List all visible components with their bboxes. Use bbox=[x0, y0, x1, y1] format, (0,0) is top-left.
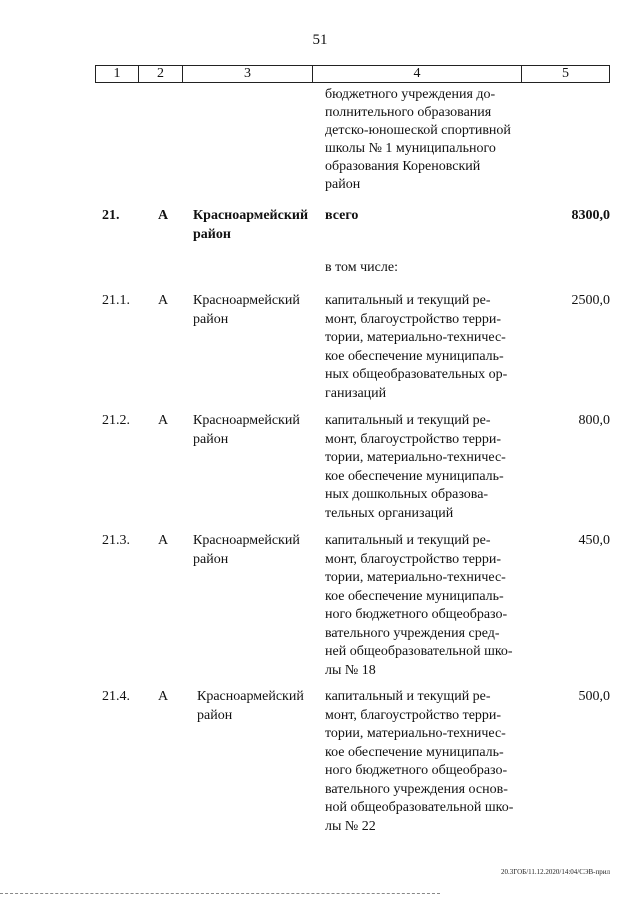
district-line: район bbox=[193, 551, 229, 567]
district-line: Красноармейский bbox=[193, 533, 300, 548]
continuation-line: детско-юношеской спортивной bbox=[325, 123, 511, 138]
row-number: 21.3. bbox=[102, 533, 130, 548]
table-header bbox=[95, 65, 610, 83]
district-line: Красноармейский bbox=[193, 413, 300, 428]
row-amount: 8300,0 bbox=[571, 208, 610, 223]
row-description bbox=[325, 292, 525, 403]
row-category: А bbox=[158, 208, 169, 223]
header-col-5: 5 bbox=[562, 66, 569, 81]
description-line: кое обеспечение муниципаль- bbox=[325, 744, 504, 760]
description-line: ных дошкольных образова- bbox=[325, 487, 489, 502]
description-line: монт, благоустройство терри- bbox=[325, 551, 502, 567]
continuation-line: школы № 1 муниципального bbox=[325, 141, 496, 156]
row-number: 21.2. bbox=[102, 413, 130, 428]
district-line: район bbox=[193, 311, 229, 327]
page-number: 51 bbox=[312, 32, 328, 48]
description-line: тории, материально-техничес- bbox=[325, 570, 506, 585]
continuation-line: образования Кореновский bbox=[325, 159, 481, 174]
row-amount: 2500,0 bbox=[571, 293, 610, 308]
row-category: А bbox=[158, 533, 169, 548]
row-amount: 500,0 bbox=[578, 689, 610, 704]
description-line: вательного учреждения основ- bbox=[325, 781, 508, 797]
row-description bbox=[325, 412, 525, 523]
row-amount: 450,0 bbox=[578, 533, 610, 548]
continuation-line: район bbox=[325, 177, 361, 192]
district-line: район bbox=[197, 707, 233, 723]
continuation-line: бюджетного учреждения до- bbox=[325, 87, 496, 102]
header-col-2: 2 bbox=[139, 66, 183, 82]
row-category: А bbox=[158, 689, 169, 704]
description-line: в том числе: bbox=[325, 260, 398, 275]
district-line: Красноармейский bbox=[197, 689, 304, 704]
header-col-1: 1 bbox=[96, 66, 139, 82]
document-code: 20.3ГОБ/11.12.2020/14:04/СЭВ-прил bbox=[501, 868, 610, 876]
row-category: А bbox=[158, 293, 169, 308]
row-description bbox=[325, 688, 525, 836]
continuation-text bbox=[325, 86, 525, 194]
description-line: ганизаций bbox=[325, 385, 387, 401]
row-category: А bbox=[158, 413, 169, 428]
description-line: монт, благоустройство терри- bbox=[325, 311, 502, 327]
row-amount: 800,0 bbox=[578, 413, 610, 428]
row-description bbox=[325, 207, 525, 226]
description-line: монт, благоустройство терри- bbox=[325, 431, 502, 447]
description-line: ного бюджетного общеобразо- bbox=[325, 763, 508, 778]
continuation-line: полнительного образования bbox=[325, 105, 492, 120]
row-description bbox=[325, 259, 525, 278]
description-line: кое обеспечение муниципаль- bbox=[325, 468, 504, 484]
header-col-4: 4 bbox=[313, 66, 522, 82]
description-line: тории, материально-техничес- bbox=[325, 726, 506, 741]
row-district bbox=[193, 412, 313, 449]
description-line: ных общеобразовательных ор- bbox=[325, 367, 508, 382]
row-number: 21.1. bbox=[102, 293, 130, 308]
row-number: 21. bbox=[102, 208, 120, 223]
description-line: кое обеспечение муниципаль- bbox=[325, 348, 504, 364]
scan-artifact-line bbox=[0, 893, 440, 894]
description-line: ной общеобразовательной шко- bbox=[325, 800, 514, 815]
header-col-3: 3 bbox=[183, 66, 313, 82]
description-line: капитальный и текущий ре- bbox=[325, 293, 491, 308]
description-line: тории, материально-техничес- bbox=[325, 330, 506, 345]
description-line: вательного учреждения сред- bbox=[325, 625, 500, 641]
district-line: район bbox=[193, 431, 229, 447]
description-line: тории, материально-техничес- bbox=[325, 450, 506, 465]
description-line: кое обеспечение муниципаль- bbox=[325, 588, 504, 604]
description-line: лы № 18 bbox=[325, 662, 376, 678]
row-district bbox=[197, 688, 317, 725]
district-line: район bbox=[193, 226, 231, 242]
description-line: капитальный и текущий ре- bbox=[325, 413, 491, 428]
description-line: монт, благоустройство терри- bbox=[325, 707, 502, 723]
description-line: капитальный и текущий ре- bbox=[325, 533, 491, 548]
description-line: лы № 22 bbox=[325, 818, 376, 834]
row-district bbox=[193, 292, 313, 329]
district-line: Красноармейский bbox=[193, 208, 309, 223]
description-line: капитальный и текущий ре- bbox=[325, 689, 491, 704]
row-district bbox=[193, 207, 313, 244]
row-district bbox=[193, 532, 313, 569]
description-line: тельных организаций bbox=[325, 505, 454, 521]
description-line: всего bbox=[325, 208, 359, 223]
row-number: 21.4. bbox=[102, 689, 130, 704]
district-line: Красноармейский bbox=[193, 293, 300, 308]
description-line: ней общеобразовательной шко- bbox=[325, 644, 513, 659]
row-description bbox=[325, 532, 525, 680]
description-line: ного бюджетного общеобразо- bbox=[325, 607, 508, 622]
